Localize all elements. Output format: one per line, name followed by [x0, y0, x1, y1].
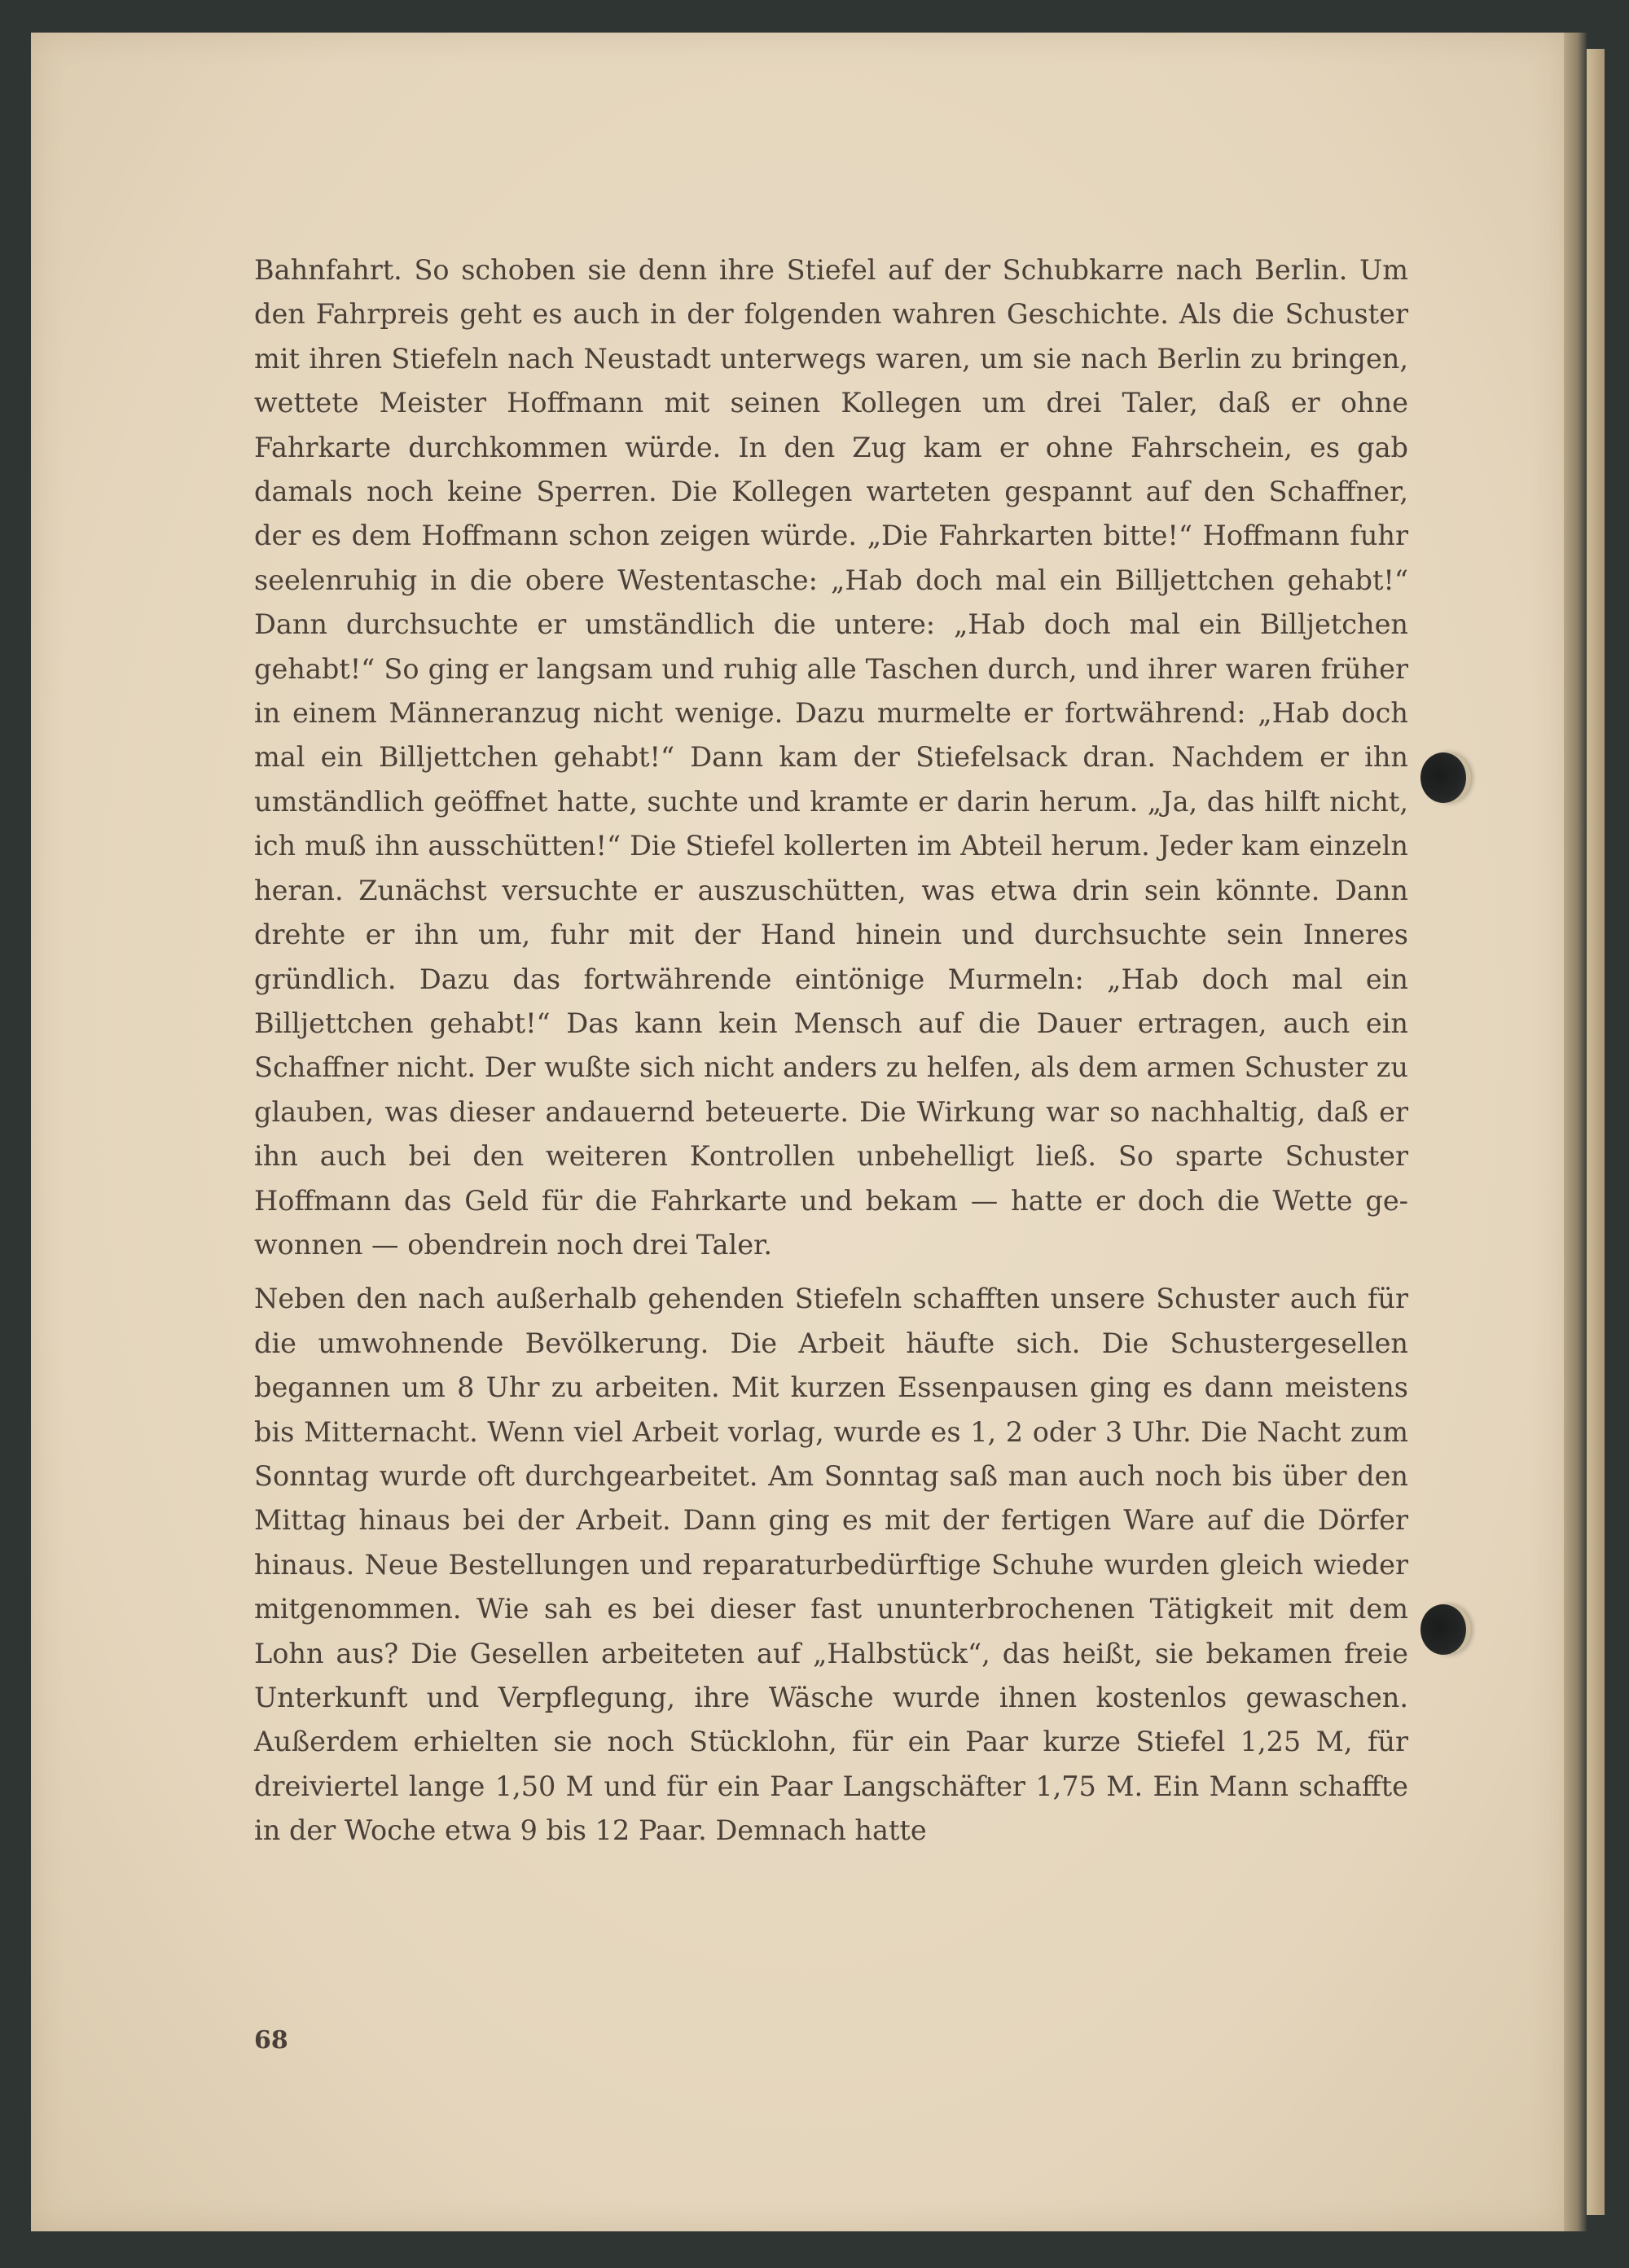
- punch-hole-icon: [1420, 1604, 1466, 1655]
- punch-hole-icon: [1420, 752, 1466, 803]
- paragraph-2: Neben den nach außerhalb gehenden Stiefeln schafften unsere Schuster auch für die umwohnende Bevölkerung. Die Arbeit häufte sich. Die Schustergesellen begannen um 8 Uhr zu arbeiten. Mit kurzen Essenpausen ging es dann meistens bis Mitternacht. Wenn viel Arbeit vorlag, wurde es 1, 2 oder 3 Uhr. Die Nacht zum Sonntag wurde oft durchgearbeitet. Am Sonntag saß man auch noch bis über den Mittag hinaus bei der Arbeit. Dann ging es mit der fertigen Ware auf die Dörfer hinaus. Neue Bestellungen und reparaturbedürftige Schuhe wurden gleich wieder mitgenommen. Wie sah es bei dieser fast ununterbrochenen Tätigkeit mit dem Lohn aus? Die Gesellen arbeiteten auf „Halbstück“, das heißt, sie bekamen freie Unterkunft und Verpflegung, ihre Wäsche wurde ihnen kostenlos gewaschen. Außerdem erhielten sie noch Stücklohn, für ein Paar kurze Stiefel 1,25 M, für dreiviertel lange 1,50 M und für ein Paar Langschäfter 1,75 M. Ein Mann schaffte in der Woche etwa 9 bis 12 Paar. Demnach hatte: [254, 1283, 1408, 1847]
- next-page-edge: [1587, 49, 1605, 2215]
- page-number: 68: [254, 2026, 288, 2055]
- paragraph-1: Bahnfahrt. So schoben sie denn ihre Stiefel auf der Schubkarre nach Berlin. Um den Fahrpreis geht es auch in der folgenden wahren Geschichte. Als die Schuster mit ihren Stiefeln nach Neustadt unterwegs waren, um sie nach Berlin zu bringen, wettete Meister Hoffmann mit seinen Kollegen um drei Taler, daß er ohne Fahrkarte durchkommen würde. In den Zug kam er ohne Fahrschein, es gab damals noch keine Sperren. Die Kollegen warteten gespannt auf den Schaffner, der es dem Hoffmann schon zeigen würde. „Die Fahrkarten bitte!“ Hoffmann fuhr seelenruhig in die obere Westentasche: „Hab doch mal ein Billjettchen gehabt!“ Dann durchsuchte er umständlich die untere: „Hab doch mal ein Billjetchen gehabt!“ So ging er langsam und ruhig alle Taschen durch, und ihrer waren früher in einem Männeranzug nicht wenige. Dazu murmelte er fortwährend: „Hab doch mal ein Billjettchen gehabt!“ Dann kam der Stiefelsack dran. Nachdem er ihn umständlich geöffnet hatte, suchte und kramte er darin herum. „Ja, das hilft nicht, ich muß ihn ausschütten!“ Die Stiefel kollerten im Abteil herum. Jeder kam einzeln heran. Zunächst versuchte er auszuschütten, was etwa drin sein könnte. Dann drehte er ihn um, fuhr mit der Hand hinein und durchsuchte sein Inneres gründlich. Dazu das fortwährende eintönige Murmeln: „Hab doch mal ein Billjettchen gehabt!“ Das kann kein Mensch auf die Dauer ertragen, auch ein Schaffner nicht. Der wußte sich nicht anders zu helfen, als dem armen Schuster zu glauben, was dieser andauernd beteuerte. Die Wirkung war so nachhaltig, daß er ihn auch bei den weiteren Kontrollen unbehelligt ließ. So sparte Schuster Hoffmann das Geld für die Fahrkarte und bekam — hatte er doch die Wette gewonnen — obendrein noch drei Taler.: [254, 254, 1408, 1261]
- body-text: [254, 248, 1408, 1853]
- page-edge-shadow: [1564, 33, 1587, 2231]
